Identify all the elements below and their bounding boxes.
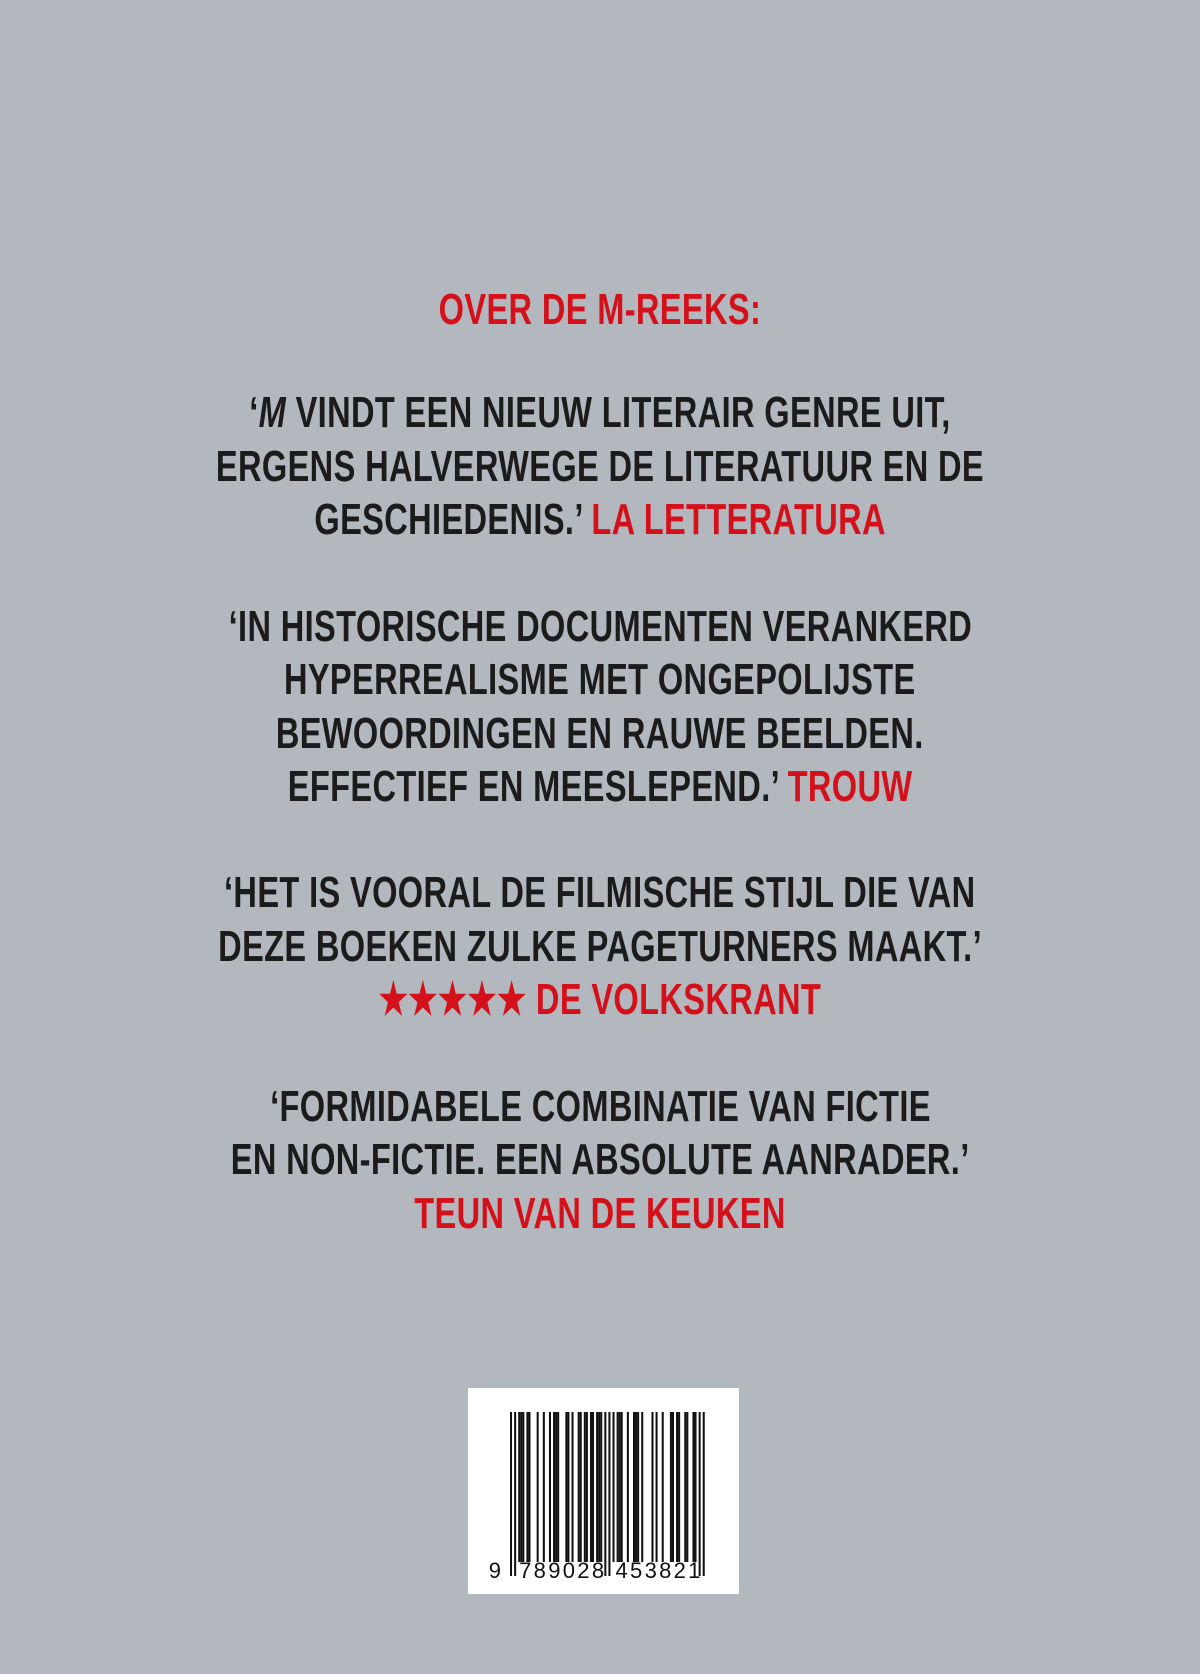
quote-line xyxy=(0,440,1200,494)
barcode-bar xyxy=(514,1412,516,1576)
barcode-bar xyxy=(692,1412,694,1562)
quote-text xyxy=(231,1133,970,1187)
barcode-bar xyxy=(565,1412,567,1562)
quote-text xyxy=(216,440,984,494)
barcode-bar xyxy=(627,1412,629,1562)
barcode-bar xyxy=(567,1412,569,1562)
barcode-bar xyxy=(586,1412,588,1562)
barcode-bar xyxy=(641,1412,643,1562)
quote-line xyxy=(0,707,1200,761)
quote-fragment: EN NON-FICTIE. EEN ABSOLUTE AANRADER.’ xyxy=(230,1135,970,1184)
section-heading xyxy=(0,283,1200,337)
barcode-bar xyxy=(678,1412,680,1562)
barcode-bar xyxy=(520,1412,522,1562)
quote-line xyxy=(0,920,1200,974)
isbn-barcode xyxy=(468,1388,739,1594)
quote-line xyxy=(0,600,1200,654)
quote-source: ★★★★★ xyxy=(378,975,536,1024)
barcode-bar xyxy=(703,1412,705,1576)
barcode-bar xyxy=(557,1412,559,1562)
barcode-bar xyxy=(608,1412,610,1576)
quote-source: TEUN VAN DE KEUKEN xyxy=(414,1189,786,1238)
quote-text xyxy=(288,760,913,814)
quote-fragment: M xyxy=(258,388,287,437)
barcode-bar xyxy=(537,1412,539,1562)
barcode-bar xyxy=(549,1412,551,1562)
quote-text xyxy=(218,920,982,974)
quote-fragment: VINDT EEN NIEUW LITERAIR GENRE UIT, xyxy=(286,388,951,437)
barcode-bar xyxy=(522,1412,524,1562)
barcode-bar xyxy=(670,1412,672,1562)
barcode-bar xyxy=(580,1412,582,1562)
quote-line xyxy=(0,386,1200,440)
barcode-bar xyxy=(555,1412,557,1562)
barcode-bar xyxy=(598,1412,600,1562)
barcode-bar xyxy=(578,1412,580,1562)
quote-text xyxy=(249,386,950,440)
barcode-bar xyxy=(528,1412,530,1562)
barcode-bar xyxy=(592,1412,594,1562)
quote-fragment: ‘ xyxy=(249,388,259,437)
barcode-bar xyxy=(613,1412,615,1562)
barcode-bar xyxy=(596,1412,598,1562)
barcode-bar xyxy=(543,1412,545,1562)
barcode-bar xyxy=(699,1412,701,1576)
quote-text xyxy=(276,707,924,761)
heading-text: OVER DE M-REEKS: xyxy=(438,285,762,334)
quote-text xyxy=(379,973,821,1027)
quote-line xyxy=(0,866,1200,920)
quote-line xyxy=(0,493,1200,547)
barcode-bar xyxy=(695,1412,697,1562)
quote-line xyxy=(0,1187,1200,1241)
quote-text xyxy=(228,600,972,654)
barcode-bar xyxy=(510,1412,512,1576)
quote-fragment: ‘FORMIDABELE COMBINATIE VAN FICTIE xyxy=(269,1082,931,1131)
quote-fragment: ‘HET IS VOORAL DE FILMISCHE STIJL DIE VAN xyxy=(224,868,976,917)
quote-source: LA LETTERATURA xyxy=(591,495,886,544)
quote-fragment: DEZE BOEKEN ZULKE PAGETURNERS MAAKT.’ xyxy=(218,922,982,971)
barcode-bar xyxy=(635,1412,637,1562)
barcode-digits: 9 xyxy=(488,1558,504,1583)
quote-line xyxy=(0,760,1200,814)
quote-text xyxy=(224,866,975,920)
barcode-bar xyxy=(553,1412,555,1562)
barcode-bar xyxy=(651,1412,653,1562)
barcode-bar xyxy=(526,1412,528,1562)
quote-line xyxy=(0,1080,1200,1134)
quote-fragment: ‘IN HISTORISCHE DOCUMENTEN VERANKERD xyxy=(228,602,972,651)
quote-line xyxy=(0,973,1200,1027)
barcode-bar xyxy=(656,1412,658,1562)
barcode-bar xyxy=(600,1412,602,1562)
barcode-bars xyxy=(468,1388,739,1594)
quote-text xyxy=(414,1187,785,1241)
barcode-bar xyxy=(672,1412,674,1562)
barcode-bar xyxy=(619,1412,621,1562)
quote-fragment: EFFECTIEF EN MEESLEPEND.’ xyxy=(287,762,788,811)
barcode-bar xyxy=(637,1412,639,1562)
barcode-bar xyxy=(684,1412,686,1562)
barcode-bar xyxy=(676,1412,678,1562)
barcode-bar xyxy=(662,1412,664,1562)
barcode-bar xyxy=(572,1412,574,1562)
barcode-bar xyxy=(604,1412,606,1576)
quote-text xyxy=(314,493,886,547)
quote-source: TROUW xyxy=(787,762,913,811)
barcode-bar xyxy=(633,1412,635,1562)
quote-fragment: GESCHIEDENIS.’ xyxy=(314,495,592,544)
barcode-digits: 789028 xyxy=(519,1558,607,1583)
quote-text xyxy=(270,1080,931,1134)
barcode-digits: 453821 xyxy=(615,1558,703,1583)
barcode-bar xyxy=(518,1412,520,1562)
quote-text xyxy=(284,653,916,707)
barcode-bar xyxy=(686,1412,688,1562)
barcode-bar xyxy=(590,1412,592,1562)
barcode-bar xyxy=(584,1412,586,1562)
quote-fragment: ERGENS HALVERWEGE DE LITERATUUR EN DE xyxy=(215,442,985,491)
quote-fragment: HYPERREALISME MET ONGEPOLIJSTE xyxy=(284,655,916,704)
barcode-bar xyxy=(617,1412,619,1562)
quote-line xyxy=(0,1133,1200,1187)
quote-source: DE VOLKSKRANT xyxy=(535,975,822,1024)
quote-fragment: BEWOORDINGEN EN RAUWE BEELDEN. xyxy=(276,709,924,758)
barcode-bar xyxy=(621,1412,623,1562)
quote-line xyxy=(0,653,1200,707)
